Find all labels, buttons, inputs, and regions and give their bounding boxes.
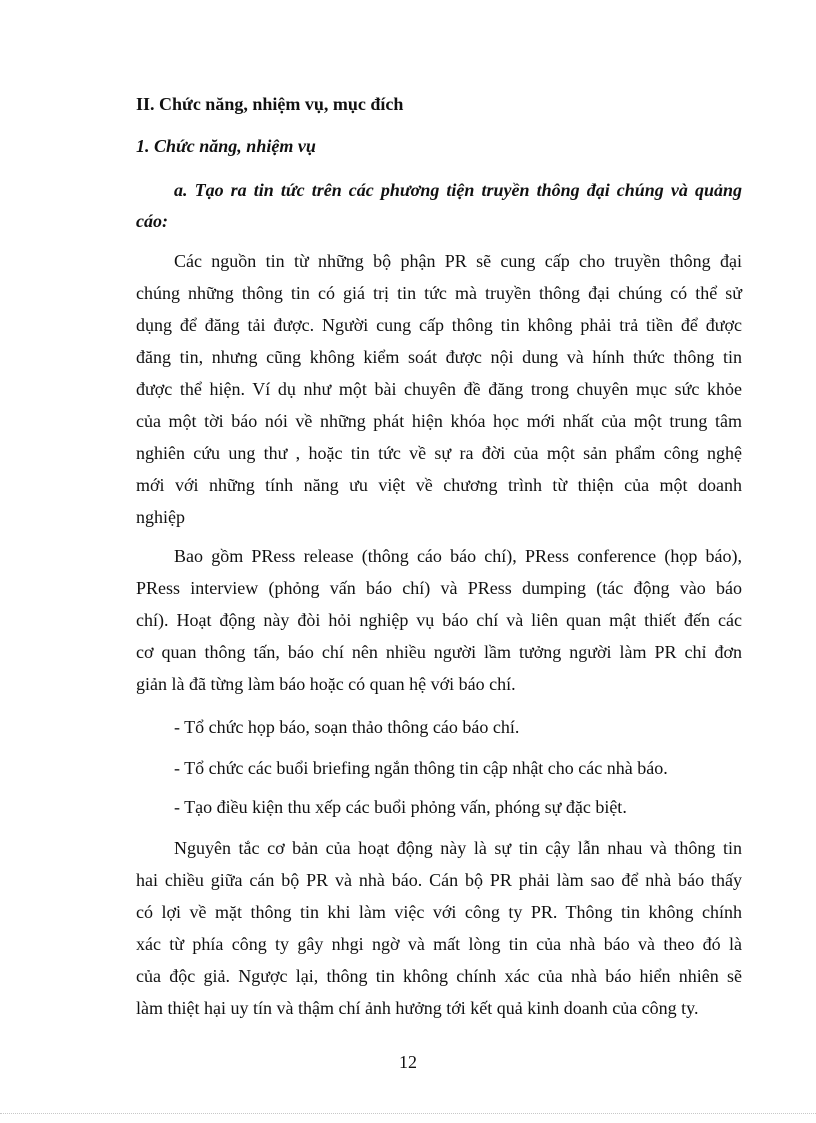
paragraph-1-line: dụng để đăng tải được. Người cung cấp thông tin không phải trả tiền để được (136, 315, 742, 335)
paragraph-2-line: giản là đã từng làm báo hoặc có quan hệ với báo chí. (136, 674, 516, 694)
paragraph-3 (136, 832, 742, 1024)
paragraph-3-line: Nguyên tắc cơ bản của hoạt động này là sự tin cậy lẫn nhau và thông tin (174, 838, 742, 858)
paragraph-1-line: của một tời báo nói về những phát hiện khóa học mới nhất của một trung tâm (136, 411, 742, 431)
paragraph-1-line: mới với những tính năng ưu việt về chương trình từ thiện của một doanh (136, 475, 742, 495)
bullet-item: - Tạo điều kiện thu xếp các buổi phỏng vấn, phóng sự đặc biệt. (174, 797, 627, 817)
paragraph-3-line: xác từ phía công ty gây nhgi ngờ và mất lòng tin của nhà báo và theo đó là (136, 934, 742, 954)
paragraph-2 (136, 540, 742, 700)
paragraph-3-line: của độc giả. Ngược lại, thông tin không chính xác của nhà báo hiển nhiên sẽ (136, 966, 742, 986)
paragraph-1-line: chúng những thông tin có giá trị tin tức mà truyền thông đại chúng có thể sử (136, 283, 742, 303)
paragraph-1-line: Các nguồn tin từ những bộ phận PR sẽ cung cấp cho truyền thông đại (174, 251, 742, 271)
paragraph-1-line: nghiệp (136, 507, 185, 527)
subsection-heading: 1. Chức năng, nhiệm vụ (136, 136, 316, 156)
paragraph-2-line: cơ quan thông tấn, báo chí nên nhiều người lầm tưởng người làm PR chỉ đơn (136, 642, 742, 662)
paragraph-3-line: hai chiều giữa cán bộ PR và nhà báo. Cán bộ PR phải làm sao để nhà báo thấy (136, 870, 742, 890)
item-heading: a. Tạo ra tin tức trên các phương tiện truyền thông đại chúng và quảng cáo: (136, 180, 742, 231)
bullet-item: - Tổ chức các buổi briefing ngắn thông tin cập nhật cho các nhà báo. (174, 758, 668, 778)
paragraph-3-line: làm thiệt hại uy tín và thậm chí ảnh hưởng tới kết quả kinh doanh của công ty. (136, 998, 699, 1018)
paragraph-3-line: có lợi về mặt thông tin khi làm việc với công ty PR. Thông tin không chính (136, 902, 742, 922)
page-number: 12 (399, 1052, 417, 1072)
paragraph-2-line: PRess interview (phỏng vấn báo chí) và PRess dumping (tác động vào báo (136, 578, 742, 598)
paragraph-1 (136, 245, 742, 533)
paragraph-2-line: Bao gồm PRess release (thông cáo báo chí), PRess conference (họp báo), (174, 546, 742, 566)
paragraph-2-line: chí). Hoạt động này đòi hỏi nghiệp vụ báo chí và liên quan mật thiết đến các (136, 610, 742, 630)
paragraph-1-line: được thể hiện. Ví dụ như một bài chuyên đề đăng trong chuyên mục sức khỏe (136, 379, 742, 399)
paragraph-1-line: nghiên cứu ung thư , hoặc tin tức về sự ra đời của một sản phẩm công nghệ (136, 443, 742, 463)
section-heading: II. Chức năng, nhiệm vụ, mục đích (136, 94, 404, 114)
paragraph-1-line: đăng tin, nhưng cũng không kiểm soát được nội dung và hính thức thông tin (136, 347, 742, 367)
page-bottom-divider (0, 1113, 816, 1114)
bullet-item: - Tổ chức họp báo, soạn thảo thông cáo báo chí. (174, 717, 520, 737)
